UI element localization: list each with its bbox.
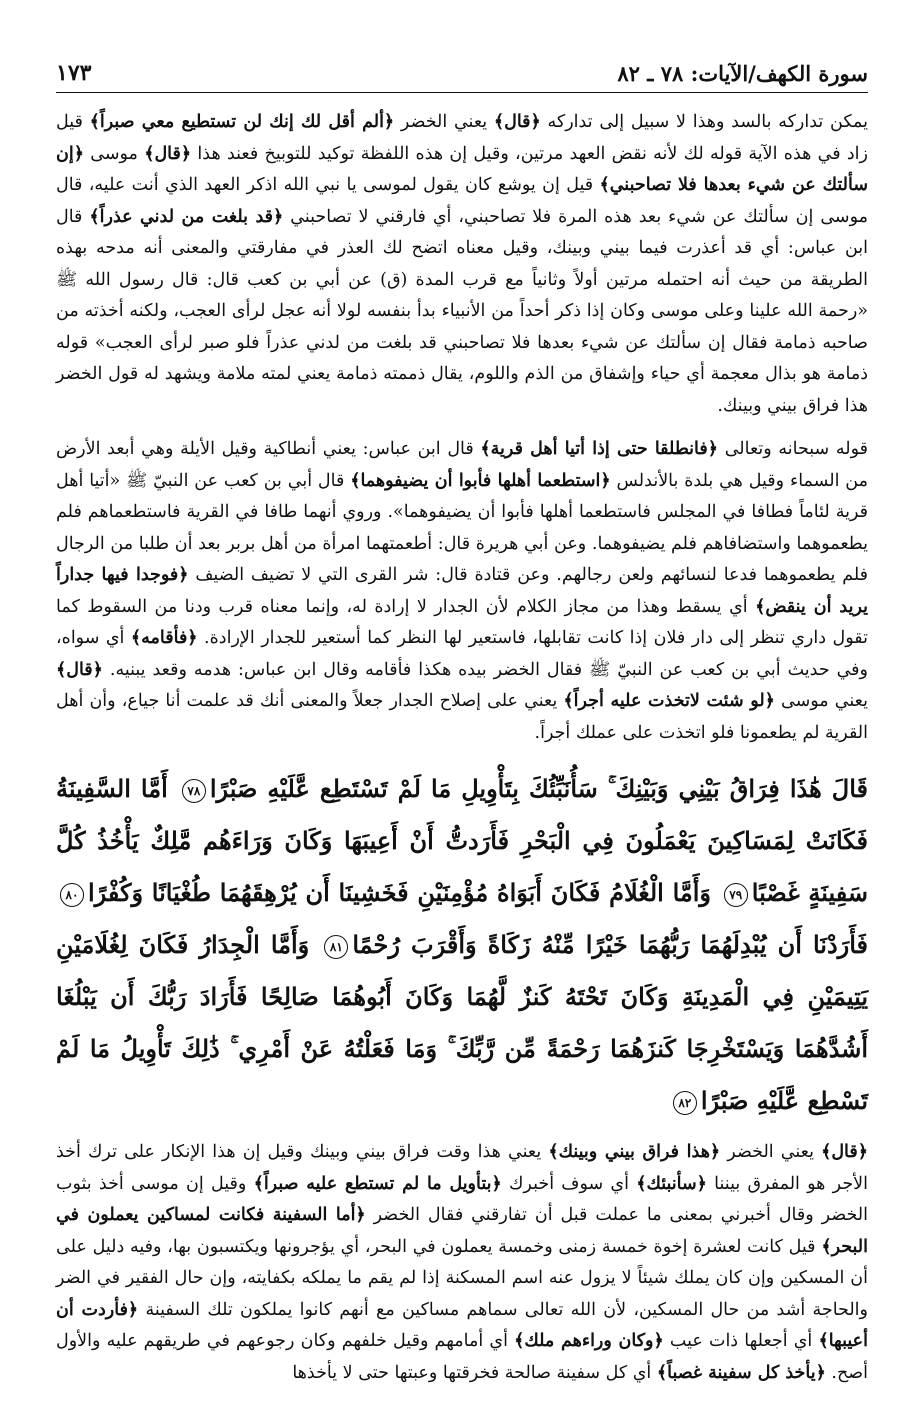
text-run: قال أبي بن كعب عن النبيّ ﷺ «أتيا أهل قرية لئاماً فطافا في المجلس فاستطعما أهلها فأبوا أن يضيفوهما». وروي أنهما طافا في القرية فاستطعماهم فلم يطعموهما واستضافاهم فلم يضيفوهما. وعن أبي هريرة قال: أطعمتهما امرأة من أهل بربر بعد أن طلبا من الرجال فلم يطعموهما فدعا لنسائهم ولعن رجالهم. وعن قتادة قال: شر القرى التي لا تضيف الضيف: [56, 470, 868, 585]
text-run: قيل زاد في هذه الآية قوله لك لأنه نقض العهد مرتين، وقيل إن هذه اللفظة توكيد للتوبيخ فعند هذا: [56, 112, 868, 164]
quran-verses-block: [56, 763, 868, 1127]
quran-quote: ﴿قال﴾: [493, 112, 541, 132]
text-run: قيل إن يوشع كان يقول لموسى يا نبي الله اذكر العهد الذي أنت عليه، قال موسى إن سألتك عن شيء بعد هذه المرة فلا تصاحبني، أي فارقني لا تصاحبني: [56, 175, 868, 227]
quran-quote: ﴿وكان وراءهم ملك﴾: [514, 1331, 664, 1351]
text-run: يعني على إصلاح الجدار جعلاً والمعنى أنك قد علمت أنا جياع، وأن أهل القرية لم يطعمونا فلو اتخذت على عملك أجراً.: [56, 691, 868, 743]
quran-quote: ﴿قال﴾: [56, 659, 103, 680]
quran-quote: ﴿هذا فراق بيني وبينك﴾: [548, 1142, 721, 1162]
verse-text: وَأَمَّا الْغُلَامُ فَكَانَ أَبَوَاهُ مُؤْمِنَيْنِ فَخَشِينَا أَن يُرْهِقَهُمَا طُغْيَانًا وَكُفْرًا: [88, 878, 712, 907]
quran-quote: ﴿إن سألتك عن شيء بعدها فلا تصاحبني﴾: [56, 143, 868, 195]
quran-quote: ﴿بتأويل ما لم تستطع عليه صبراً﴾: [253, 1173, 502, 1194]
verse-text: فَأَرَدْنَا أَن يُبْدِلَهُمَا رَبُّهُمَا خَيْرًا مِّنْهُ زَكَاةً وَأَقْرَبَ رُحْمًا: [352, 930, 869, 959]
text-run: يعني الخضر: [394, 112, 494, 132]
ayah-number-marker: ٧٨: [182, 779, 206, 803]
book-page: [56, 60, 868, 1390]
quran-quote: ﴿ألم أقل لك إنك لن تستطيع معي صبراً﴾: [89, 112, 395, 132]
ayah-number-marker: ٨٠: [60, 883, 84, 907]
quran-quote: ﴿فأردت أن أعيبها﴾: [56, 1299, 868, 1351]
text-run: يعني الخضر: [720, 1142, 822, 1162]
commentary-paragraph-2: [56, 434, 868, 749]
commentary-paragraph-3: [56, 1137, 868, 1389]
text-run: أي يسقط وهذا من مجاز الكلام لأن الجدار لا إرادة له، وإنما معناه قرب ودنا من السقوط كما تقول داري تنظر إلى دار فلان إذا كانت تقابلها، فاستعير لها النظر كما أستعير للجدار الإرادة.: [56, 596, 868, 648]
text-run: موسى: [83, 143, 145, 164]
quran-quote: ﴿يأخذ كل سفينة غصباً﴾: [656, 1362, 826, 1383]
text-run: أي كل سفينة صالحة فخرقتها وعبتها حتى لا يأخذها: [292, 1362, 657, 1383]
ayah-number-marker: ٨٢: [673, 1091, 697, 1115]
ayah-number-marker: ٧٩: [724, 883, 748, 907]
verse-text: قَالَ هَٰذَا فِرَاقُ بَيْنِي وَبَيْنِكَ ۚ سَأُنَبِّئُكَ بِتَأْوِيلِ مَا لَمْ تَسْتَطِع عَّلَيْهِ صَبْرًا: [209, 774, 869, 803]
page-number: ١٧٣: [56, 60, 92, 86]
text-run: أي سوف أخبرك: [501, 1173, 637, 1194]
commentary-paragraph-1: [56, 107, 868, 422]
text-run: أي سواه، وفي حديث أبي بن كعب عن النبيّ ﷺ فقال الخضر بيده هكذا فأقامه وقال ابن عباس: هدمه وقعد يبنيه.: [56, 628, 868, 680]
quran-quote: ﴿لو شئت لاتخذت عليه أجراً﴾: [563, 691, 775, 711]
quran-quote: ﴿فانطلقا حتى إذا أتيا أهل قرية﴾: [480, 439, 719, 459]
text-run: يعني هذا وقت فراق بيني وبينك وقيل إن هذا الإنكار على ترك أخذ الأجر هو المفرق بيننا: [56, 1142, 868, 1194]
text-run: أي أمامهم وقيل خلفهم وكان رجوعهم في طريقهم عليه والأول أصح.: [56, 1331, 868, 1383]
text-run: يعني موسى: [774, 691, 868, 711]
text-run: يمكن تداركه بالسد وهذا لا سبيل إلى تداركه: [540, 112, 868, 132]
quran-quote: ﴿فأقامه﴾: [130, 628, 198, 648]
running-head: سورة الكهف/الآيات: ٧٨ ـ ٨٢: [617, 61, 868, 86]
text-run: قوله سبحانه وتعالى: [718, 439, 868, 459]
text-run: قال ابن عباس: أي قد أعذرت فيما بيني وبينك، وقيل معناه اتضح لك العذر في مفارقتي والمعنى أنه مدحه بهذه الطريقة من حيث أنه احتمله مرتين أولاً وثانياً مع قرب المدة (ق) عن أبي بن كعب قال: قال رسول الله ﷺ «رحمة الله علينا وعلى موسى وكان إذا ذكر أحداً من الأنبياء بدأ بنفسه لولا أنه عجل لرأى العجب، ولكنه أخذته من صاحبه ذمامة فقال إن سألتك عن شيء بعدها فلا تصاحبني قد بلغت من لدني عذراً فلو صبر لرأى العجب» قوله ذمامة هو بذال معجمة أي حياء وإشفاق من الذم واللوم، يقال ذممته ذمامة يعني لمته ملامة ويشهد له قول الخضر هذا فراق بيني وبينك.: [56, 206, 868, 416]
text-run: أي أجعلها ذات عيب: [663, 1331, 819, 1351]
text-run: قال ابن عباس: يعني أنطاكية وقيل الأيلة وهي أبعد الأرض من السماء وقيل هي بلدة بالأندلس: [56, 439, 868, 491]
quran-quote: ﴿فوجدا فيها جداراً يريد أن ينقض﴾: [56, 565, 868, 617]
verse-text: أَمَّا السَّفِينَةُ فَكَانَتْ لِمَسَاكِينَ يَعْمَلُونَ فِي الْبَحْرِ فَأَرَدتُّ أَنْ أَعِيبَهَا وَكَانَ وَرَاءَهُم مَّلِكٌ يَأْخُذُ كُلَّ سَفِينَةٍ غَصْبًا: [56, 774, 869, 907]
page-header: [56, 60, 868, 93]
quran-quote: ﴿أما السفينة فكانت لمساكين يعملون في البحر﴾: [56, 1205, 868, 1257]
quran-quote: ﴿قد بلغت من لدني عذراً﴾: [89, 206, 284, 227]
text-run: وقيل إن موسى أخذ بثوب الخضر وقال أخبرني بمعنى ما عملت قبل أن تفارقني فقال الخضر: [56, 1173, 868, 1225]
quran-quote: ﴿سأنبئك﴾: [636, 1173, 707, 1194]
quran-quote: ﴿استطعما أهلها فأبوا أن يضيفوهما﴾: [350, 470, 611, 491]
quran-quote: ﴿قال﴾: [821, 1142, 868, 1162]
text-run: قيل كانت لعشرة إخوة خمسة زمنى وخمسة يعملون في البحر، أي يؤجرونها ويكتسبون بها، وفيه دليل على أن المسكين وإن كان يملك شيئاً لا يزول عنه اسم المسكنة إذا لم يقم ما يملكه بكفايته، وإن حال الفقير في الضر والحاجة أشد من حال المسكين، لأن الله تعالى سماهم مساكين مع أنهم كانوا يملكون تلك السفينة: [56, 1236, 868, 1320]
verse-text: وَأَمَّا الْجِدَارُ فَكَانَ لِغُلَامَيْنِ يَتِيمَيْنِ فِي الْمَدِينَةِ وَكَانَ تَحْتَهُ كَنزٌ لَّهُمَا وَكَانَ أَبُوهُمَا صَالِحًا فَأَرَادَ رَبُّكَ أَن يَبْلُغَا أَشُدَّهُمَا وَيَسْتَخْرِجَا كَنزَهُمَا رَحْمَةً مِّن رَّبِّكَ ۚ وَمَا فَعَلْتُهُ عَنْ أَمْرِي ۚ ذَٰلِكَ تَأْوِيلُ مَا لَمْ تَسْطِع عَّلَيْهِ صَبْرًا: [56, 930, 868, 1115]
ayah-number-marker: ٨١: [324, 935, 348, 959]
quran-quote: ﴿قال﴾: [144, 143, 192, 164]
